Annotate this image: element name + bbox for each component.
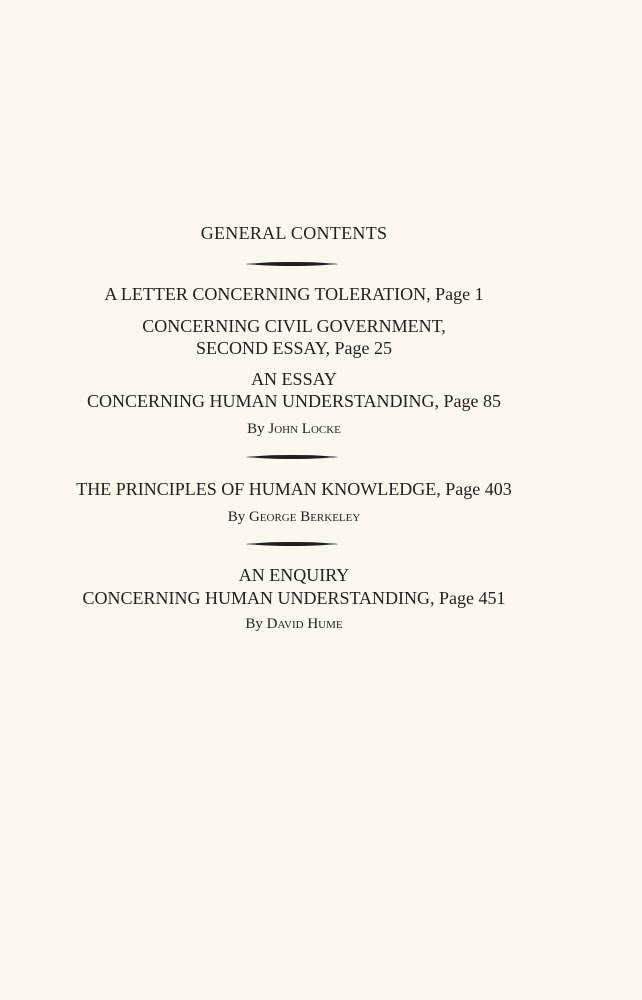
entry-line: SECOND ESSAY, Page 25: [195, 338, 393, 358]
author-name: John Locke: [268, 421, 341, 437]
entry-line: CONCERNING HUMAN UNDERSTANDING, Page 451: [82, 588, 506, 608]
divider-rule: [246, 263, 338, 265]
author-prefix: By: [247, 421, 265, 437]
divider-rule: [246, 456, 338, 458]
author-name: David Hume: [266, 616, 343, 632]
author-line: [0, 616, 588, 633]
author-line: [0, 421, 588, 438]
entry-line: CONCERNING CIVIL GOVERNMENT,: [142, 316, 446, 336]
author-line: [0, 509, 588, 526]
page-title: GENERAL CONTENTS: [200, 223, 388, 243]
entry-line: A LETTER CONCERNING TOLERATION, Page 1: [104, 284, 484, 304]
divider-rule: [246, 543, 338, 545]
entry-line: CONCERNING HUMAN UNDERSTANDING, Page 85: [86, 391, 502, 411]
author-prefix: By: [227, 509, 246, 525]
author-name: George Berkeley: [248, 509, 361, 525]
entry-line: AN ESSAY: [251, 369, 337, 389]
entry-line: AN ENQUIRY: [238, 565, 350, 585]
author-prefix: By: [245, 616, 263, 632]
entry-line: THE PRINCIPLES OF HUMAN KNOWLEDGE, Page 403: [76, 479, 512, 499]
